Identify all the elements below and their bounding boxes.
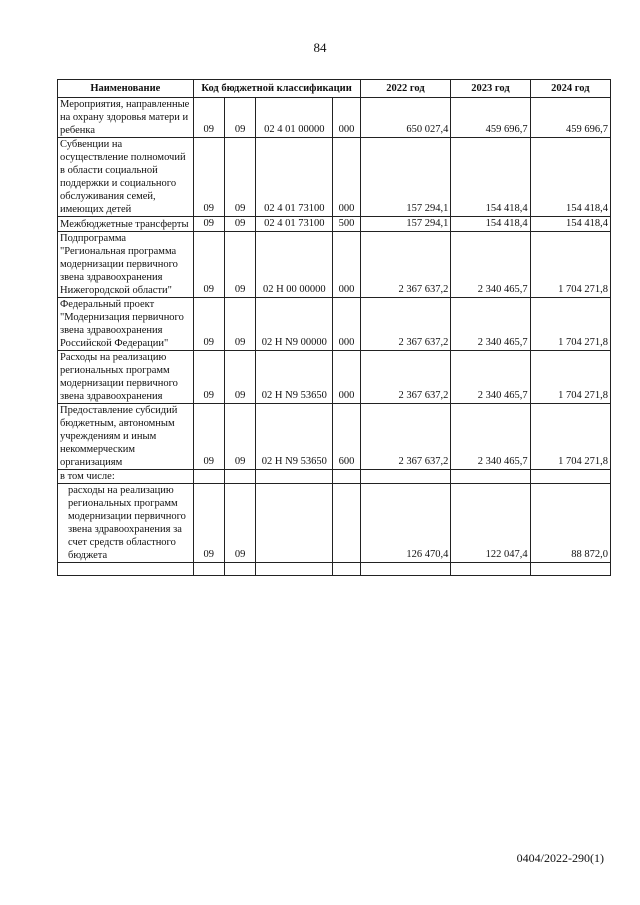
budget-table <box>57 79 611 576</box>
row-subsection-cell <box>224 470 255 484</box>
row-name-cell: Межбюджетные трансферты <box>58 217 194 232</box>
row-2022-cell: 2 367 637,2 <box>360 232 451 298</box>
empty-cell <box>256 563 333 576</box>
row-2024-cell: 1 704 271,8 <box>530 298 610 351</box>
row-2023-cell <box>451 470 530 484</box>
row-name-cell: Мероприятия, направленные на охрану здоровья матери и ребенка <box>58 98 194 138</box>
table-row <box>58 470 611 484</box>
row-2023-cell: 2 340 465,7 <box>451 232 530 298</box>
header-2022: 2022 год <box>360 80 451 98</box>
row-2022-cell <box>360 470 451 484</box>
table-row <box>58 138 611 217</box>
row-section-cell: 09 <box>193 298 224 351</box>
empty-cell <box>451 563 530 576</box>
row-2022-cell: 157 294,1 <box>360 138 451 217</box>
row-2022-cell: 2 367 637,2 <box>360 298 451 351</box>
table-row <box>58 484 611 563</box>
row-target-article-cell: 02 4 01 73100 <box>256 138 333 217</box>
row-2023-cell: 122 047,4 <box>451 484 530 563</box>
row-name-cell: Расходы на реализацию региональных программ модернизации первичного звена здравоохранения <box>58 351 194 404</box>
table-row <box>58 351 611 404</box>
table-row <box>58 98 611 138</box>
row-subsection-cell: 09 <box>224 484 255 563</box>
empty-cell <box>333 563 360 576</box>
row-section-cell: 09 <box>193 138 224 217</box>
table-row <box>58 232 611 298</box>
row-name-cell: Предоставление субсидий бюджетным, автономным учреждениям и иным некоммерческим организациям <box>58 404 194 470</box>
header-code: Код бюджетной классификации <box>193 80 360 98</box>
row-subsection-cell: 09 <box>224 217 255 232</box>
row-target-article-cell: 02 Н 00 00000 <box>256 232 333 298</box>
document-code: 0404/2022-290(1) <box>516 851 604 865</box>
row-2024-cell: 459 696,7 <box>530 98 610 138</box>
row-expense-type-cell <box>333 484 360 563</box>
row-subsection-cell: 09 <box>224 232 255 298</box>
header-2023: 2023 год <box>451 80 530 98</box>
row-expense-type-cell: 000 <box>333 351 360 404</box>
row-section-cell: 09 <box>193 351 224 404</box>
empty-cell <box>530 563 610 576</box>
row-section-cell: 09 <box>193 404 224 470</box>
row-name-cell: в том числе: <box>58 470 194 484</box>
row-2022-cell: 2 367 637,2 <box>360 404 451 470</box>
row-expense-type-cell <box>333 470 360 484</box>
row-2023-cell: 154 418,4 <box>451 138 530 217</box>
row-subsection-cell: 09 <box>224 98 255 138</box>
row-target-article-cell: 02 Н N9 53650 <box>256 404 333 470</box>
row-target-article-cell: 02 Н N9 00000 <box>256 298 333 351</box>
row-name-cell: Субвенции на осуществление полномочий в области социальной поддержки и социального обслуживания семей, имеющих детей <box>58 138 194 217</box>
row-2024-cell: 154 418,4 <box>530 138 610 217</box>
row-expense-type-cell: 000 <box>333 232 360 298</box>
table-row <box>58 217 611 232</box>
row-name-cell: Подпрограмма "Региональная программа модернизации первичного звена здравоохранения Нижегородской области" <box>58 232 194 298</box>
row-subsection-cell: 09 <box>224 404 255 470</box>
row-2024-cell: 1 704 271,8 <box>530 232 610 298</box>
row-2023-cell: 154 418,4 <box>451 217 530 232</box>
row-subsection-cell: 09 <box>224 138 255 217</box>
empty-cell <box>224 563 255 576</box>
row-section-cell: 09 <box>193 484 224 563</box>
row-2024-cell: 1 704 271,8 <box>530 351 610 404</box>
row-name-text: расходы на реализацию региональных программ модернизации первичного звена здравоохранения за счет средств областного бюджета <box>68 485 186 561</box>
row-target-article-cell <box>256 484 333 563</box>
row-target-article-cell: 02 4 01 00000 <box>256 98 333 138</box>
row-2024-cell: 154 418,4 <box>530 217 610 232</box>
row-2022-cell: 2 367 637,2 <box>360 351 451 404</box>
empty-cell <box>58 563 194 576</box>
row-name-cell <box>58 484 194 563</box>
row-expense-type-cell: 600 <box>333 404 360 470</box>
header-2024: 2024 год <box>530 80 610 98</box>
row-section-cell: 09 <box>193 217 224 232</box>
row-section-cell: 09 <box>193 98 224 138</box>
row-subsection-cell: 09 <box>224 298 255 351</box>
row-target-article-cell: 02 4 01 73100 <box>256 217 333 232</box>
row-target-article-cell: 02 Н N9 53650 <box>256 351 333 404</box>
row-target-article-cell <box>256 470 333 484</box>
row-section-cell: 09 <box>193 232 224 298</box>
empty-cell <box>360 563 451 576</box>
row-name-cell: Федеральный проект "Модернизация первичного звена здравоохранения Российской Федерации" <box>58 298 194 351</box>
row-2022-cell: 650 027,4 <box>360 98 451 138</box>
row-subsection-cell: 09 <box>224 351 255 404</box>
row-2024-cell <box>530 470 610 484</box>
table-row-empty <box>58 563 611 576</box>
row-2022-cell: 157 294,1 <box>360 217 451 232</box>
row-expense-type-cell: 500 <box>333 217 360 232</box>
row-expense-type-cell: 000 <box>333 298 360 351</box>
row-2024-cell: 88 872,0 <box>530 484 610 563</box>
row-2024-cell: 1 704 271,8 <box>530 404 610 470</box>
row-2023-cell: 459 696,7 <box>451 98 530 138</box>
row-expense-type-cell: 000 <box>333 138 360 217</box>
row-2023-cell: 2 340 465,7 <box>451 298 530 351</box>
row-expense-type-cell: 000 <box>333 98 360 138</box>
header-name: Наименование <box>58 80 194 98</box>
table-row <box>58 404 611 470</box>
empty-cell <box>193 563 224 576</box>
row-2023-cell: 2 340 465,7 <box>451 351 530 404</box>
table-row <box>58 298 611 351</box>
row-2023-cell: 2 340 465,7 <box>451 404 530 470</box>
row-section-cell <box>193 470 224 484</box>
page-number: 84 <box>313 40 327 55</box>
table-header-row <box>58 80 611 98</box>
row-2022-cell: 126 470,4 <box>360 484 451 563</box>
